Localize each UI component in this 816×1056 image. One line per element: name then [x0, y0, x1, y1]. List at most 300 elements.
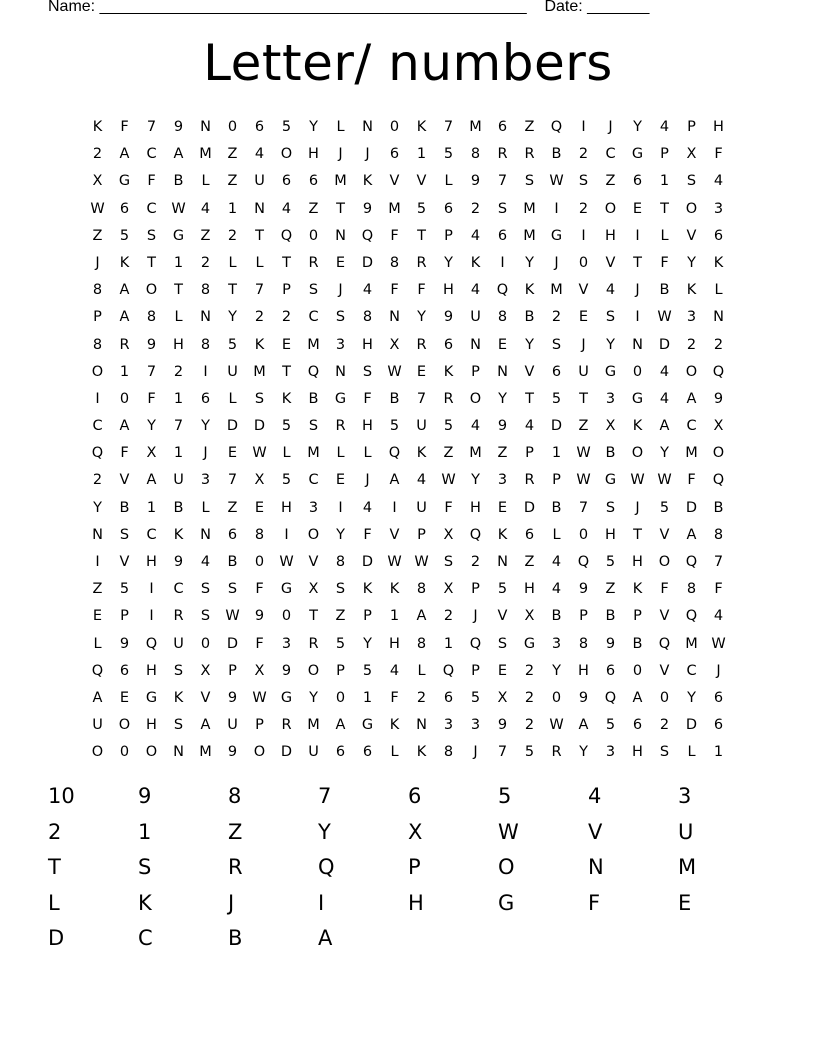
- word-list-item: R: [228, 855, 243, 879]
- grid-cell: A: [119, 309, 130, 326]
- grid-cell: 7: [173, 418, 184, 435]
- grid-cell: 9: [578, 689, 589, 706]
- grid-cell: S: [173, 717, 184, 734]
- grid-cell: Q: [658, 635, 671, 652]
- grid-cell: 8: [146, 309, 157, 326]
- grid-cell: G: [631, 146, 644, 163]
- grid-cell: 0: [632, 662, 643, 679]
- grid-cell: Z: [443, 445, 454, 462]
- grid-cell: 2: [416, 689, 427, 706]
- grid-cell: Y: [660, 445, 669, 462]
- grid-cell: O: [307, 662, 320, 679]
- word-list-item: Z: [228, 819, 243, 844]
- grid-cell: C: [92, 418, 103, 435]
- grid-cell: K: [389, 717, 400, 734]
- grid-cell: S: [200, 581, 211, 598]
- grid-cell: L: [417, 662, 426, 679]
- word-list-item: D: [48, 926, 65, 950]
- grid-cell: Y: [309, 689, 318, 706]
- grid-cell: 5: [659, 499, 670, 516]
- grid-cell: F: [147, 390, 156, 407]
- grid-cell: V: [200, 689, 211, 706]
- grid-cell: U: [254, 173, 265, 190]
- grid-cell: P: [255, 717, 264, 734]
- grid-cell: Y: [201, 418, 210, 435]
- grid-cell: 4: [605, 282, 616, 299]
- grid-cell: 2: [713, 336, 724, 353]
- grid-cell: F: [120, 119, 129, 135]
- grid-cell: N: [200, 309, 211, 326]
- grid-cell: E: [497, 662, 508, 679]
- grid-cell: W: [90, 200, 105, 217]
- grid-cell: P: [93, 309, 102, 326]
- grid-cell: Y: [471, 472, 480, 489]
- grid-cell: U: [416, 499, 427, 516]
- grid-cell: X: [686, 146, 697, 163]
- grid-cell: 5: [362, 662, 373, 679]
- grid-cell: B: [524, 309, 535, 326]
- grid-cell: B: [551, 499, 562, 516]
- grid-cell: J: [716, 662, 721, 679]
- grid-cell: 8: [416, 635, 427, 652]
- grid-cell: 8: [254, 526, 265, 543]
- grid-cell: 2: [470, 554, 481, 570]
- grid-cell: 2: [443, 608, 454, 625]
- grid-cell: Y: [444, 254, 453, 271]
- grid-cell: H: [470, 499, 481, 516]
- grid-cell: T: [579, 390, 588, 407]
- grid-cell: Q: [577, 554, 590, 570]
- grid-cell: 1: [227, 200, 238, 217]
- grid-cell: 2: [659, 717, 670, 734]
- grid-cell: W: [576, 445, 591, 462]
- grid-cell: 8: [92, 336, 103, 353]
- grid-cell: R: [524, 472, 535, 489]
- grid-cell: 3: [686, 309, 697, 326]
- grid-cell: 7: [713, 554, 724, 570]
- grid-cell: S: [497, 200, 508, 217]
- grid-cell: S: [578, 173, 589, 190]
- grid-cell: 2: [281, 309, 292, 326]
- grid-cell: D: [361, 254, 374, 271]
- grid-cell: F: [255, 635, 264, 652]
- grid-cell: 0: [200, 635, 211, 652]
- page-title: Letter/ numbers: [203, 34, 613, 92]
- grid-cell: C: [146, 526, 157, 543]
- grid-cell: W: [657, 309, 672, 326]
- grid-cell: T: [228, 282, 237, 299]
- grid-cell: O: [685, 363, 698, 380]
- grid-cell: 4: [551, 581, 562, 598]
- grid-cell: H: [146, 554, 157, 570]
- grid-cell: W: [576, 472, 591, 489]
- grid-cell: B: [551, 146, 562, 163]
- grid-cell: L: [228, 254, 237, 271]
- grid-cell: Y: [336, 526, 345, 543]
- grid-cell: 9: [227, 689, 238, 706]
- grid-cell: R: [416, 336, 427, 353]
- grid-cell: Y: [228, 309, 237, 326]
- grid-cell: 2: [686, 336, 697, 353]
- grid-cell: 6: [443, 336, 454, 353]
- grid-cell: Y: [417, 309, 426, 326]
- grid-cell: 9: [119, 635, 130, 652]
- grid-cell: T: [309, 608, 318, 625]
- word-list-item: B: [228, 926, 243, 950]
- grid-cell: L: [255, 254, 264, 271]
- grid-cell: O: [307, 526, 320, 543]
- grid-cell: U: [578, 363, 589, 380]
- grid-cell: L: [687, 744, 696, 761]
- grid-cell: G: [604, 472, 617, 489]
- grid-cell: 3: [443, 717, 454, 734]
- grid-cell: Y: [525, 336, 534, 353]
- grid-cell: E: [335, 472, 346, 489]
- grid-cell: R: [119, 336, 130, 353]
- letter-grid: [84, 114, 732, 767]
- grid-cell: B: [551, 608, 562, 625]
- grid-cell: G: [523, 635, 536, 652]
- grid-cell: O: [712, 445, 725, 462]
- grid-cell: V: [659, 608, 670, 625]
- grid-cell: 3: [470, 717, 481, 734]
- grid-cell: 5: [119, 581, 130, 598]
- grid-cell: Q: [469, 635, 482, 652]
- grid-cell: Z: [497, 445, 508, 462]
- grid-cell: L: [390, 744, 399, 761]
- grid-cell: L: [174, 309, 183, 326]
- grid-cell: 2: [470, 200, 481, 217]
- grid-cell: X: [254, 472, 265, 489]
- grid-cell: G: [145, 689, 158, 706]
- grid-cell: L: [228, 390, 237, 407]
- grid-cell: I: [338, 499, 343, 516]
- grid-cell: S: [362, 363, 373, 380]
- grid-cell: 5: [119, 227, 130, 244]
- grid-cell: I: [95, 390, 100, 407]
- grid-cell: J: [473, 744, 478, 761]
- grid-cell: O: [118, 717, 131, 734]
- grid-cell: 9: [227, 744, 238, 761]
- grid-cell: 1: [551, 445, 562, 462]
- grid-cell: F: [687, 472, 696, 489]
- grid-cell: L: [93, 635, 102, 652]
- grid-cell: Z: [200, 227, 211, 244]
- grid-cell: 6: [200, 390, 211, 407]
- grid-cell: N: [200, 526, 211, 543]
- grid-cell: K: [362, 581, 373, 598]
- grid-cell: C: [173, 581, 184, 598]
- grid-cell: 0: [119, 744, 130, 761]
- grid-cell: P: [363, 608, 372, 625]
- grid-cell: 3: [551, 635, 562, 652]
- grid-cell: Y: [363, 635, 372, 652]
- grid-cell: I: [635, 309, 640, 326]
- grid-cell: K: [524, 282, 535, 299]
- grid-cell: 5: [443, 418, 454, 435]
- grid-cell: V: [686, 227, 697, 244]
- grid-cell: Z: [227, 146, 238, 163]
- grid-cell: F: [444, 499, 453, 516]
- word-list-item: U: [678, 819, 694, 844]
- grid-cell: J: [203, 445, 208, 462]
- grid-cell: O: [145, 744, 158, 761]
- grid-cell: U: [92, 717, 103, 734]
- grid-cell: Y: [579, 744, 588, 761]
- grid-cell: P: [471, 662, 480, 679]
- grid-cell: Z: [605, 173, 616, 190]
- grid-cell: 3: [497, 472, 508, 489]
- grid-cell: 1: [713, 744, 724, 761]
- grid-cell: 6: [713, 689, 724, 706]
- grid-cell: 6: [119, 200, 130, 217]
- grid-cell: S: [659, 744, 670, 761]
- grid-cell: W: [549, 173, 564, 190]
- grid-cell: M: [685, 635, 698, 652]
- grid-cell: N: [470, 336, 481, 353]
- grid-cell: B: [173, 173, 184, 190]
- grid-cell: N: [254, 200, 265, 217]
- name-date-line: Name: ________________________________________________ Date: _______: [48, 0, 650, 15]
- grid-cell: H: [632, 744, 643, 761]
- grid-cell: D: [226, 635, 239, 652]
- grid-cell: F: [417, 282, 426, 299]
- grid-cell: 1: [362, 689, 373, 706]
- grid-cell: W: [657, 472, 672, 489]
- grid-cell: F: [660, 581, 669, 598]
- grid-cell: 4: [416, 472, 427, 489]
- grid-cell: C: [605, 146, 616, 163]
- grid-cell: Q: [307, 363, 320, 380]
- grid-cell: 8: [497, 309, 508, 326]
- grid-cell: J: [338, 282, 343, 299]
- grid-cell: H: [632, 554, 643, 570]
- grid-cell: K: [92, 119, 103, 135]
- grid-cell: 3: [281, 635, 292, 652]
- grid-cell: 2: [524, 662, 535, 679]
- grid-cell: 1: [173, 254, 184, 271]
- grid-cell: 8: [335, 554, 346, 570]
- grid-cell: H: [713, 119, 724, 135]
- grid-cell: V: [605, 254, 616, 271]
- grid-cell: 9: [173, 119, 184, 135]
- grid-cell: C: [686, 418, 697, 435]
- grid-cell: B: [308, 390, 319, 407]
- grid-cell: A: [146, 472, 157, 489]
- grid-cell: W: [387, 363, 402, 380]
- grid-cell: M: [307, 336, 320, 353]
- grid-cell: N: [200, 119, 211, 135]
- word-list-item: 3: [678, 784, 692, 808]
- grid-cell: 5: [524, 744, 535, 761]
- grid-cell: U: [470, 309, 481, 326]
- grid-cell: L: [282, 445, 291, 462]
- grid-cell: K: [362, 173, 373, 190]
- grid-cell: N: [389, 309, 400, 326]
- grid-cell: I: [392, 499, 397, 516]
- grid-cell: S: [200, 608, 211, 625]
- grid-cell: Q: [361, 227, 374, 244]
- word-list-item: 2: [48, 819, 62, 844]
- grid-cell: 6: [524, 526, 535, 543]
- grid-cell: W: [630, 472, 645, 489]
- grid-cell: C: [686, 662, 697, 679]
- grid-cell: Q: [469, 526, 482, 543]
- grid-cell: 4: [659, 119, 670, 135]
- grid-cell: 9: [497, 418, 508, 435]
- grid-cell: 0: [551, 689, 562, 706]
- grid-cell: P: [120, 608, 129, 625]
- grid-cell: R: [308, 635, 319, 652]
- grid-cell: G: [280, 581, 293, 598]
- grid-cell: 6: [443, 200, 454, 217]
- grid-cell: Q: [496, 282, 509, 299]
- grid-cell: E: [254, 499, 265, 516]
- grid-cell: L: [714, 282, 723, 299]
- grid-cell: A: [659, 418, 670, 435]
- word-list-item: G: [498, 890, 515, 915]
- word-list-item: M: [678, 855, 697, 879]
- grid-cell: U: [308, 744, 319, 761]
- grid-cell: W: [171, 200, 186, 217]
- grid-cell: S: [308, 282, 319, 299]
- grid-cell: 3: [713, 200, 724, 217]
- grid-cell: K: [173, 526, 184, 543]
- grid-cell: P: [336, 662, 345, 679]
- grid-cell: 6: [632, 173, 643, 190]
- grid-cell: W: [387, 554, 402, 570]
- grid-cell: 7: [578, 499, 589, 516]
- grid-cell: O: [469, 390, 482, 407]
- grid-cell: R: [551, 744, 562, 761]
- grid-cell: F: [714, 146, 723, 163]
- grid-cell: A: [416, 608, 427, 625]
- grid-cell: 8: [362, 309, 373, 326]
- grid-cell: F: [390, 689, 399, 706]
- grid-cell: Z: [227, 499, 238, 516]
- word-list-item: 1: [138, 819, 152, 844]
- grid-cell: W: [279, 554, 294, 570]
- grid-cell: V: [659, 662, 670, 679]
- grid-cell: L: [201, 173, 210, 190]
- grid-cell: A: [200, 717, 211, 734]
- grid-cell: M: [469, 445, 482, 462]
- grid-cell: 3: [308, 499, 319, 516]
- word-list-item: J: [228, 890, 235, 915]
- grid-cell: 1: [146, 499, 157, 516]
- grid-cell: 8: [200, 336, 211, 353]
- grid-cell: 9: [578, 581, 589, 598]
- grid-cell: K: [416, 119, 427, 135]
- grid-cell: W: [414, 554, 429, 570]
- word-list-item: K: [138, 890, 152, 915]
- grid-cell: A: [686, 390, 697, 407]
- grid-cell: S: [173, 662, 184, 679]
- grid-cell: B: [173, 499, 184, 516]
- grid-cell: 6: [713, 717, 724, 734]
- grid-cell: P: [417, 526, 426, 543]
- grid-cell: 9: [254, 608, 265, 625]
- grid-cell: J: [581, 336, 586, 353]
- grid-cell: N: [632, 336, 643, 353]
- grid-cell: J: [635, 282, 640, 299]
- grid-cell: 5: [416, 200, 427, 217]
- grid-cell: 5: [281, 119, 292, 135]
- grid-cell: Q: [712, 472, 725, 489]
- grid-cell: I: [635, 227, 640, 244]
- grid-cell: K: [443, 363, 454, 380]
- grid-cell: K: [632, 418, 643, 435]
- grid-cell: N: [92, 526, 103, 543]
- grid-cell: T: [336, 200, 345, 217]
- grid-cell: Q: [550, 119, 563, 135]
- grid-cell: D: [685, 717, 698, 734]
- grid-cell: Z: [605, 581, 616, 598]
- word-list-item: 7: [318, 784, 332, 808]
- grid-cell: P: [471, 363, 480, 380]
- grid-cell: M: [550, 282, 563, 299]
- grid-cell: I: [149, 581, 154, 598]
- grid-cell: 0: [308, 227, 319, 244]
- grid-cell: L: [363, 445, 372, 462]
- grid-cell: W: [252, 689, 267, 706]
- grid-cell: 5: [335, 635, 346, 652]
- grid-cell: 0: [578, 254, 589, 271]
- grid-cell: 6: [389, 146, 400, 163]
- grid-cell: 5: [605, 717, 616, 734]
- grid-cell: 1: [659, 173, 670, 190]
- grid-cell: P: [687, 119, 696, 135]
- grid-cell: J: [95, 254, 100, 271]
- grid-cell: B: [227, 554, 238, 570]
- grid-cell: P: [660, 146, 669, 163]
- grid-cell: E: [92, 608, 103, 625]
- grid-cell: O: [631, 445, 644, 462]
- grid-cell: H: [281, 499, 292, 516]
- grid-cell: I: [149, 608, 154, 625]
- grid-cell: Q: [280, 227, 293, 244]
- grid-cell: S: [443, 554, 454, 570]
- grid-cell: K: [254, 336, 265, 353]
- grid-cell: U: [173, 635, 184, 652]
- grid-cell: 4: [281, 200, 292, 217]
- grid-cell: E: [227, 445, 238, 462]
- grid-cell: 8: [443, 744, 454, 761]
- grid-cell: 2: [173, 363, 184, 380]
- grid-cell: 6: [362, 744, 373, 761]
- grid-cell: F: [390, 227, 399, 244]
- grid-cell: 6: [281, 173, 292, 190]
- grid-cell: V: [308, 554, 319, 570]
- grid-cell: Y: [552, 662, 561, 679]
- grid-cell: D: [253, 418, 266, 435]
- word-list-item: 6: [408, 784, 422, 808]
- grid-cell: G: [550, 227, 563, 244]
- grid-cell: 6: [254, 119, 265, 135]
- grid-cell: 8: [713, 526, 724, 543]
- grid-cell: J: [473, 608, 478, 625]
- grid-cell: 8: [470, 146, 481, 163]
- grid-cell: S: [686, 173, 697, 190]
- grid-cell: 4: [200, 200, 211, 217]
- grid-cell: M: [199, 146, 212, 163]
- word-list-item: 9: [138, 784, 152, 808]
- grid-cell: 6: [605, 662, 616, 679]
- grid-cell: V: [497, 608, 508, 625]
- grid-cell: Z: [524, 554, 535, 570]
- grid-cell: J: [365, 146, 370, 163]
- grid-cell: 9: [281, 662, 292, 679]
